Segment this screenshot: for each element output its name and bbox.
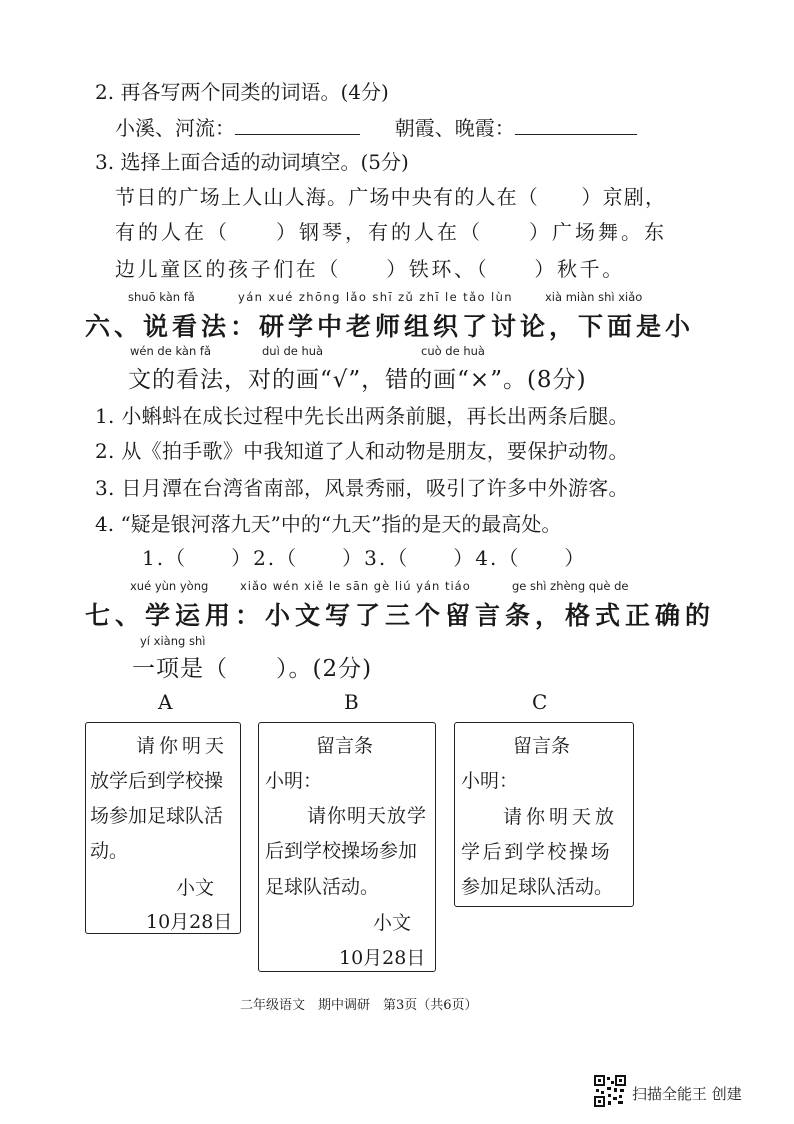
note-line: 动。 — [90, 840, 129, 862]
note-line: 参加足球队活动。 — [461, 876, 614, 898]
note-line: 请你明天 — [136, 735, 229, 757]
note-line: 小明： — [265, 770, 323, 792]
question-2-answer-line — [115, 112, 637, 141]
pinyin: yán xué zhōng lǎo shī zǔ zhī le tǎo lùn — [238, 290, 513, 304]
pinyin: wén de kàn fǎ — [130, 344, 211, 358]
note-line: 请你明天放 — [503, 806, 619, 828]
pinyin: duì de huà — [262, 344, 324, 358]
answer-blank-left[interactable] — [235, 133, 360, 135]
option-label-a: A — [158, 690, 173, 714]
note-line: 小明： — [461, 770, 519, 792]
pinyin: xiǎo wén xiě le sān gè liú yán tiáo — [240, 579, 471, 593]
section-6-heading: 六、说看法：研学中老师组织了讨论，下面是小 — [85, 312, 695, 341]
note-line: 场参加足球队活 — [90, 805, 224, 827]
word-pair-right: 朝霞、晚霞： — [394, 116, 515, 140]
question-3-line-2: 有的人在（ ）钢琴，有的人在（ ）广场舞。东 — [115, 220, 667, 244]
note-line: 请你明天放学 — [307, 805, 428, 827]
pinyin: shuō kàn fǎ — [128, 290, 195, 304]
pinyin: xià miàn shì xiǎo — [545, 290, 643, 304]
note-date: 10月28日 — [339, 947, 426, 969]
note-signature: 小文 — [373, 912, 412, 934]
message-note-b[interactable] — [258, 722, 436, 972]
judge-item-2: 2. 从《拍手歌》中我知道了人和动物是朋友，要保护动物。 — [95, 439, 629, 463]
pinyin: cuò de huà — [421, 344, 485, 358]
note-line: 学后到学校操场 — [461, 841, 613, 863]
word-pair-left: 小溪、河流： — [115, 116, 235, 140]
note-line: 足球队活动。 — [265, 876, 380, 898]
question-3-title: 3. 选择上面合适的动词填空。(5分) — [95, 150, 409, 174]
pinyin: yí xiàng shì — [140, 634, 206, 648]
note-line: 放学后到学校操 — [90, 770, 224, 792]
section-7-heading-cont: 一项是（ ）。(2分) — [132, 656, 373, 682]
note-signature: 小文 — [176, 877, 215, 899]
note-heading: 留言条 — [316, 735, 374, 757]
question-2-title: 2. 再各写两个同类的词语。(4分) — [95, 80, 389, 104]
judge-answers[interactable]: 1.（ ）2.（ ）3.（ ）4.（ ） — [142, 546, 587, 570]
judge-item-1: 1. 小蝌蚪在成长过程中先长出两条前腿，再长出两条后腿。 — [95, 404, 629, 428]
answer-blank-right[interactable] — [515, 133, 637, 135]
section-7-pinyin-row-2 — [0, 634, 794, 650]
section-6-heading-cont: 文的看法，对的画“√”，错的画“×”。(8分) — [128, 367, 587, 393]
qr-code-icon — [594, 1075, 626, 1107]
section-6-pinyin-row-1 — [0, 290, 794, 306]
message-note-c[interactable] — [454, 722, 634, 907]
judge-item-4: 4. “疑是银河落九天”中的“九天”指的是天的最高处。 — [95, 512, 562, 536]
pinyin: xué yùn yòng — [130, 579, 209, 593]
section-7-heading: 七、学运用：小文写了三个留言条，格式正确的 — [85, 601, 716, 630]
note-date: 10月28日 — [146, 911, 233, 933]
judge-item-3: 3. 日月潭在台湾省南部，风景秀丽，吸引了许多中外游客。 — [95, 476, 629, 500]
message-note-a[interactable] — [85, 722, 241, 934]
scanner-watermark: 扫描全能王 创建 — [632, 1085, 742, 1103]
option-label-c: C — [532, 690, 548, 714]
pinyin: ge shì zhèng què de — [512, 579, 629, 593]
section-7-pinyin-row-1 — [0, 579, 794, 595]
question-3-line-1: 节日的广场上人山人海。广场中央有的人在（ ）京剧， — [115, 185, 667, 209]
note-heading: 留言条 — [513, 735, 571, 757]
note-line: 后到学校操场参加 — [265, 840, 418, 862]
page-footer: 二年级语文 期中调研 第3页（共6页） — [240, 998, 478, 1013]
section-6-pinyin-row-2 — [0, 344, 794, 360]
question-3-line-3: 边儿童区的孩子们在（ ）铁环、（ ）秋千。 — [115, 257, 625, 281]
option-label-b: B — [344, 690, 359, 714]
